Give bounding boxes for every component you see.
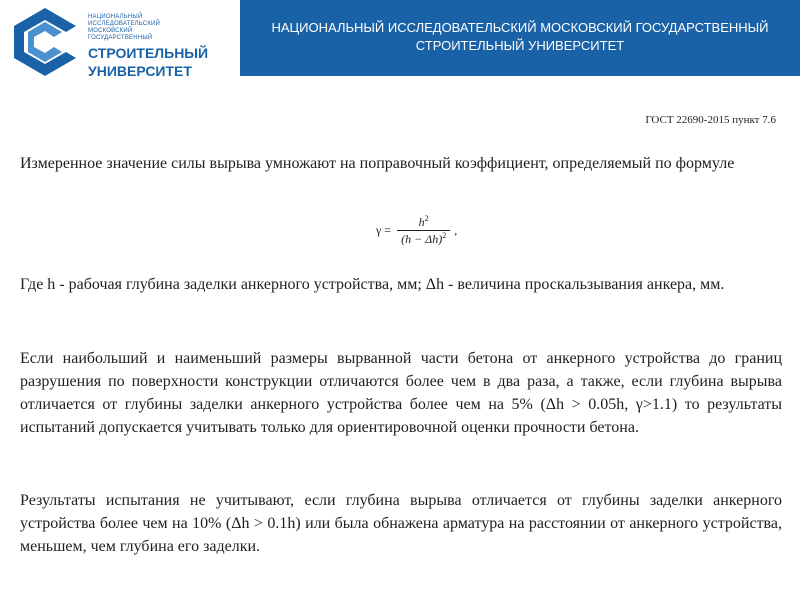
paragraph-intro: Измеренное значение силы вырыва умножают на поправочный коэффициент, определяемый по формуле xyxy=(20,155,735,172)
formula-comma: , xyxy=(454,223,458,237)
university-logo xyxy=(6,4,84,80)
logo-line-universitet: УНИВЕРСИТЕТ xyxy=(88,63,192,79)
paragraph-approximate-results: Если наибольший и наименьший размеры вырванной части бетона от анкерного устройства до границ разрушения по поверхности конструкции отличаются более чем в два раза, а также, если глубина вырыва отличается от глубины заделки анкерного устройства более чем на 5% (Δh > 0.05h, γ>1.1) то результаты испытаний допускается учитывать только для ориентировочной оценки прочности бетона. xyxy=(20,350,782,436)
logo-c-icon xyxy=(6,4,84,80)
gost-reference: ГОСТ 22690-2015 пункт 7.6 xyxy=(645,114,776,126)
formula-lhs: γ = xyxy=(376,223,392,237)
formula-fraction xyxy=(397,214,450,247)
paragraph-discarded-results: Результаты испытания не учитывают, если глубина вырыва отличается от глубины заделки анкерного устройства более чем на 10% (Δh > 0.1h) или была обнажена арматура на расстоянии от анкерного устройства, меньшем, чем глубина его заделки. xyxy=(20,492,782,555)
paragraph-definitions: Где h - рабочая глубина заделки анкерного устройства, мм; Δh - величина проскальзывания анкера, мм. xyxy=(20,276,725,293)
header-title: НАЦИОНАЛЬНЫЙ ИССЛЕДОВАТЕЛЬСКИЙ МОСКОВСКИЙ ГОСУДАРСТВЕННЫЙ СТРОИТЕЛЬНЫЙ УНИВЕРСИТЕТ xyxy=(271,20,769,53)
formula-denominator: $(h - \Delta h)^2$ xyxy=(401,231,447,246)
header-bar xyxy=(240,0,800,76)
logo-line-stroitelny: СТРОИТЕЛЬНЫЙ xyxy=(88,45,209,61)
logo-wordmark xyxy=(88,14,208,78)
logo-subtitle: НАЦИОНАЛЬНЫЙ ИССЛЕДОВАТЕЛЬСКИЙ МОСКОВСКИЙ ГОСУДАРСТВЕННЫЙ xyxy=(88,14,161,41)
formula-numerator: $h^2$ xyxy=(418,214,429,229)
correction-formula xyxy=(376,214,457,247)
